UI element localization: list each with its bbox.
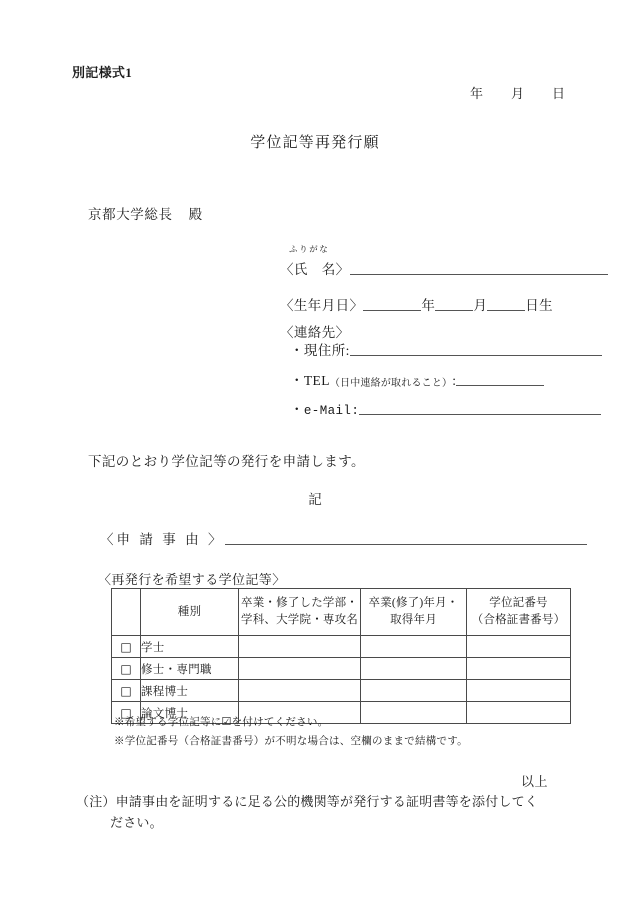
column-header-year-month bbox=[361, 589, 467, 636]
email-input-rule[interactable] bbox=[359, 413, 601, 415]
row-degree-number-input[interactable] bbox=[467, 680, 571, 702]
birth-year-input-rule[interactable] bbox=[363, 309, 421, 311]
page-title: 学位記等再発行願 bbox=[250, 135, 380, 151]
table-row bbox=[112, 636, 571, 658]
table-row bbox=[112, 680, 571, 702]
footnote-marker: （注） bbox=[76, 794, 116, 809]
note-1-prefix: ※希望する学位記等に bbox=[114, 717, 222, 728]
column-header-year-month-line2: 取得年月 bbox=[390, 614, 437, 626]
birth-year-unit: 年 bbox=[421, 298, 436, 313]
birth-month-input-rule[interactable] bbox=[435, 309, 473, 311]
reason-field-row bbox=[100, 528, 587, 548]
column-header-department-line2: 学科、大学院・専攻名 bbox=[241, 614, 358, 626]
row-department-input[interactable] bbox=[239, 680, 361, 702]
name-input-rule[interactable] bbox=[350, 273, 608, 275]
row-checkbox[interactable]: □ bbox=[112, 658, 141, 680]
column-header-checkbox bbox=[112, 589, 141, 636]
row-year-month-input[interactable] bbox=[361, 658, 467, 680]
row-degree-number-input[interactable] bbox=[467, 636, 571, 658]
column-header-kind bbox=[141, 589, 239, 636]
row-department-input[interactable] bbox=[239, 636, 361, 658]
row-degree-number-input[interactable] bbox=[467, 702, 571, 724]
addressee-name: 京都大学総長 bbox=[88, 207, 173, 222]
date-day-label: 日 bbox=[552, 86, 566, 101]
table-header-row bbox=[112, 589, 571, 636]
column-header-department bbox=[239, 589, 361, 636]
birthdate-label: 〈生年月日〉 bbox=[280, 298, 364, 313]
row-department-input[interactable] bbox=[239, 658, 361, 680]
tel-field-row bbox=[290, 369, 544, 389]
footnote bbox=[76, 791, 586, 834]
tel-bullet-icon: ・ bbox=[290, 373, 304, 388]
addressee-line bbox=[88, 203, 203, 223]
table-section-heading: 〈再発行を希望する学位記等〉 bbox=[98, 572, 286, 587]
row-year-month-input[interactable] bbox=[361, 702, 467, 724]
table-note-checkbox-instruction bbox=[114, 714, 328, 729]
address-bullet-icon: ・ bbox=[290, 343, 304, 358]
row-checkbox[interactable]: □ bbox=[112, 636, 141, 658]
row-year-month-input[interactable] bbox=[361, 680, 467, 702]
contact-section-heading: 〈連絡先〉 bbox=[280, 325, 350, 340]
email-field-row bbox=[290, 398, 601, 418]
row-checkbox[interactable]: □ bbox=[112, 680, 141, 702]
ki-mark: 記 bbox=[308, 492, 322, 507]
date-month-label: 月 bbox=[511, 86, 525, 101]
addressee-honorific: 殿 bbox=[188, 207, 203, 222]
column-header-department-line1: 卒業・修了した学部・ bbox=[241, 597, 358, 610]
column-header-degree-number-line2: （合格証書番号） bbox=[471, 614, 566, 626]
form-id-label: 別記様式1 bbox=[72, 65, 132, 80]
email-label: e-Mail: bbox=[303, 404, 360, 418]
row-kind-label: 学士 bbox=[141, 636, 239, 658]
name-label: 〈氏 名〉 bbox=[280, 262, 350, 277]
address-input-rule[interactable] bbox=[350, 354, 602, 356]
row-year-month-input[interactable] bbox=[361, 636, 467, 658]
row-kind-label: 論文博士 bbox=[141, 702, 239, 724]
birth-day-input-rule[interactable] bbox=[487, 309, 525, 311]
column-header-kind-line1: 種別 bbox=[177, 605, 202, 618]
birthdate-field-row bbox=[280, 294, 553, 314]
column-header-degree-number bbox=[467, 589, 571, 636]
tel-colon: : bbox=[452, 373, 457, 388]
table-row bbox=[112, 658, 571, 680]
birth-day-unit: 日生 bbox=[525, 298, 554, 313]
address-label: 現住所: bbox=[303, 343, 350, 358]
degree-table bbox=[111, 588, 571, 724]
tel-note: （日中連絡が取れること） bbox=[329, 378, 453, 389]
table-note-degree-number: ※学位記番号（合格証書番号）が不明な場合は、空欄のままで結構です。 bbox=[114, 736, 468, 747]
birth-month-unit: 月 bbox=[473, 298, 488, 313]
footnote-line1: 申請事由を証明するに足る公的機関等が発行する証明書等を添付してく bbox=[115, 794, 539, 809]
column-header-year-month-line1: 卒業(修了)年月・ bbox=[368, 597, 459, 610]
tel-label: TEL bbox=[303, 373, 330, 388]
checked-checkbox-icon: ☑ bbox=[221, 715, 232, 728]
closing-mark: 以上 bbox=[520, 774, 548, 789]
row-degree-number-input[interactable] bbox=[467, 658, 571, 680]
column-header-degree-number-line1: 学位記番号 bbox=[489, 597, 548, 610]
footnote-line2: ださい。 bbox=[110, 815, 163, 831]
name-field-row bbox=[280, 258, 608, 278]
furigana-label: ふりがな bbox=[289, 244, 330, 254]
row-kind-label: 課程博士 bbox=[141, 680, 239, 702]
request-sentence: 下記のとおり学位記等の発行を申請します。 bbox=[88, 454, 365, 469]
tel-input-rule[interactable] bbox=[456, 384, 544, 386]
address-field-row bbox=[290, 339, 602, 359]
reason-input-rule[interactable] bbox=[225, 543, 587, 545]
row-checkbox[interactable]: □ bbox=[112, 702, 141, 724]
row-kind-label: 修士・専門職 bbox=[141, 658, 239, 680]
date-line bbox=[470, 83, 566, 102]
date-year-label: 年 bbox=[470, 86, 484, 101]
note-1-suffix: を付けてください。 bbox=[231, 717, 329, 728]
email-bullet-icon: ・ bbox=[290, 402, 304, 417]
reason-label: 〈申 請 事 由 〉 bbox=[100, 532, 225, 547]
